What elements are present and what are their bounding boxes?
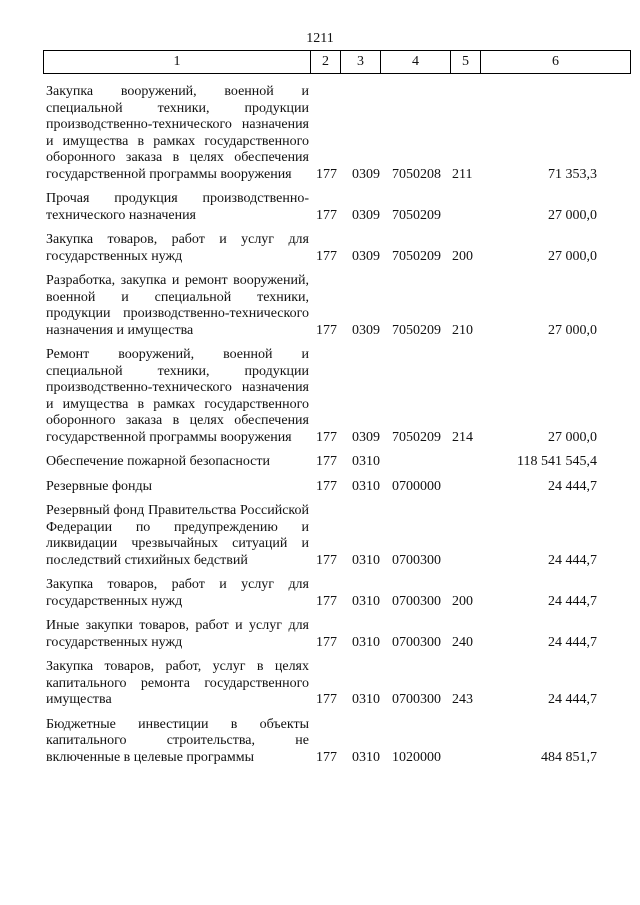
row-code-type: 200 [452,248,473,264]
table-row [0,84,640,183]
row-code-ministry: 177 [316,207,337,223]
row-name: Иные закупки товаров, работ и услуг для государственных нужд [46,618,309,650]
row-codes [0,167,640,184]
column-header-5: 5 [451,51,481,74]
row-code-ministry: 177 [316,322,337,338]
row-code-target: 0700000 [392,478,441,494]
row-code-section: 0309 [352,429,380,445]
row-codes [0,249,640,266]
row-codes [0,430,640,447]
row-codes [0,553,640,570]
row-codes [0,750,640,767]
table-row [0,503,640,569]
row-code-target: 7050209 [392,429,441,445]
row-code-ministry: 177 [316,429,337,445]
row-code-ministry: 177 [316,552,337,568]
row-name: Закупка товаров, работ и услуг для государственных нужд [46,232,309,264]
row-code-type: 243 [452,692,473,707]
column-header-1: 1 [44,51,311,74]
row-code-target: 1020000 [392,749,441,765]
row-code-type: 200 [452,593,473,609]
row-code-type: 211 [452,166,473,182]
column-header-6: 6 [481,51,631,74]
row-code-ministry: 177 [316,248,337,264]
row-name: Закупка вооружений, военной и специальной техники, продукции производственно-технического назначения и имущества в рамках государственного оборонного заказа в целях обеспечения государственной программы вооружения [46,84,309,182]
row-codes [0,479,640,496]
column-header-row [44,51,631,74]
row-codes [0,692,640,709]
row-codes [0,635,640,652]
table-row [0,232,640,265]
row-code-ministry: 177 [316,166,337,182]
row-code-ministry: 177 [316,478,337,494]
row-code-section: 0309 [352,248,380,264]
row-code-ministry: 177 [316,692,337,707]
row-amount: 24 444,7 [548,552,597,568]
row-code-section: 0310 [352,749,380,765]
table-row [0,577,640,610]
row-code-ministry: 177 [316,454,337,469]
row-code-type: 240 [452,634,473,650]
row-code-target: 7050209 [392,322,441,338]
column-header-table [43,50,631,74]
row-code-target: 7050209 [392,248,441,264]
table-row [0,454,640,471]
row-code-section: 0310 [352,454,380,469]
row-name: Резервный фонд Правительства Российской Федерации по предупреждению и ликвидации чрезвычайных ситуаций и последствий стихийных бедствий [46,503,309,568]
row-code-target: 0700300 [392,593,441,609]
column-header-2: 2 [311,51,341,74]
row-amount: 24 444,7 [548,634,597,650]
table-row [0,191,640,224]
budget-rows [0,84,640,774]
row-name: Прочая продукция производственно-технического назначения [46,191,309,223]
row-amount: 27 000,0 [548,429,597,445]
row-name: Резервные фонды [46,478,153,494]
row-codes [0,454,640,471]
row-code-ministry: 177 [316,634,337,650]
row-name: Ремонт вооружений, военной и специальной техники, продукции производственно-технического назначения и имущества в рамках государственного оборонного заказа в целях обеспечения государственной программы вооружения [46,347,309,445]
row-amount: 24 444,7 [548,692,597,707]
row-code-section: 0310 [352,552,380,568]
row-code-section: 0309 [352,166,380,182]
page-number: 1211 [306,31,334,46]
row-code-section: 0310 [352,692,380,707]
row-code-section: 0309 [352,322,380,338]
row-name: Бюджетные инвестиции в объекты капитального строительства, не включенные в целевые программы [46,716,309,765]
row-code-section: 0310 [352,593,380,609]
row-amount: 27 000,0 [548,322,597,338]
row-name: Разработка, закупка и ремонт вооружений, военной и специальной техники, продукции производственно-технического назначения и имущества [46,273,309,338]
table-row [0,717,640,767]
table-row [0,273,640,339]
row-code-target: 0700300 [392,692,441,707]
row-code-type: 210 [452,322,473,338]
row-amount: 118 541 545,4 [517,454,597,469]
table-row [0,347,640,446]
column-header-3: 3 [341,51,381,74]
row-codes [0,208,640,225]
row-code-ministry: 177 [316,593,337,609]
row-code-target: 0700300 [392,552,441,568]
row-code-section: 0310 [352,478,380,494]
row-amount: 27 000,0 [548,207,597,223]
row-code-section: 0310 [352,634,380,650]
row-amount: 24 444,7 [548,593,597,609]
row-amount: 27 000,0 [548,248,597,264]
table-row [0,618,640,651]
row-name: Закупка товаров, работ и услуг для государственных нужд [46,577,309,609]
row-amount: 71 353,3 [548,166,597,182]
table-row [0,659,640,709]
table-row [0,479,640,496]
row-codes [0,323,640,340]
row-code-ministry: 177 [316,749,337,765]
row-name: Закупка товаров, работ, услуг в целях капитального ремонта государственного имущества [46,659,309,707]
row-code-target: 7050208 [392,166,441,182]
row-codes [0,594,640,611]
column-header-4: 4 [381,51,451,74]
row-code-target: 0700300 [392,634,441,650]
row-name: Обеспечение пожарной безопасности [46,454,271,469]
row-code-target: 7050209 [392,207,441,223]
row-amount: 24 444,7 [548,478,597,494]
row-code-section: 0309 [352,207,380,223]
row-code-type: 214 [452,429,473,445]
row-amount: 484 851,7 [541,749,597,765]
